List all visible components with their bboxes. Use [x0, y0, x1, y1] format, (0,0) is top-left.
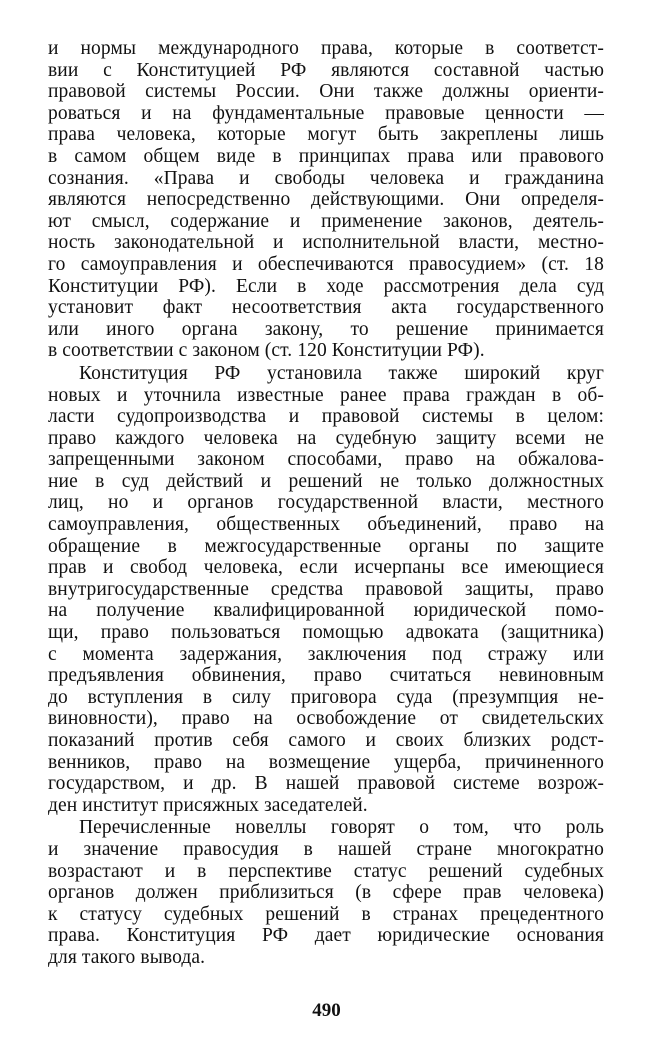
text-line: права. Конституция РФ дает юридические основания: [48, 925, 604, 947]
text-line: государством, и др. В нашей правовой системе возрож-: [48, 773, 604, 795]
text-line: щи, право пользоваться помощью адвоката (защитника): [48, 622, 604, 644]
text-line: в самом общем виде в принципах права или правового: [48, 145, 604, 167]
text-line: самоуправления, общественных объединений, право на: [48, 514, 604, 536]
text-line: запрещенными законом способами, право на обжалова-: [48, 449, 604, 471]
text-line: виновности), право на освобождение от свидетельских: [48, 708, 604, 730]
text-line: го самоуправления и обеспечиваются правосудием» (ст. 18: [48, 253, 604, 275]
text-line: вии с Конституцией РФ являются составной частью: [48, 59, 604, 81]
text-line: на получение квалифицированной юридической помо-: [48, 600, 604, 622]
text-line: роваться и на фундаментальные правовые ценности —: [48, 102, 604, 124]
text-line: органов должен приблизиться (в сфере прав человека): [48, 882, 604, 904]
text-line: право каждого человека на судебную защиту всеми не: [48, 427, 604, 449]
text-line: ние в суд действий и решений не только должностных: [48, 470, 604, 492]
text-line: Конституция РФ установила также широкий круг: [79, 362, 604, 384]
text-line: и нормы международного права, которые в соответст-: [48, 38, 604, 59]
paragraph-1: [48, 38, 604, 362]
paragraph-2: [48, 363, 604, 816]
text-line: до вступления в силу приговора суда (презумпция не-: [48, 686, 604, 708]
text-line: Перечисленные новеллы говорят о том, что роль: [79, 817, 604, 839]
page-number: 490: [312, 1000, 341, 1021]
text-line: сознания. «Права и свободы человека и гражданина: [48, 167, 604, 189]
text-line: установит факт несоответствия акта государственного: [48, 297, 604, 319]
text-line: лиц, но и органов государственной власти, местного: [48, 492, 604, 514]
text-line: внутригосударственные средства правовой защиты, право: [48, 578, 604, 600]
text-line: новых и уточнила известные ранее права граждан в об-: [48, 384, 604, 406]
text-line: прав и свобод человека, если исчерпаны все имеющиеся: [48, 557, 604, 579]
text-line: возрастают и в перспективе статус решений судебных: [48, 860, 604, 882]
text-line: ют смысл, содержание и применение законов, деятель-: [48, 210, 604, 232]
text-line: к статусу судебных решений в странах прецедентного: [48, 903, 604, 925]
text-line: в соответствии с законом (ст. 120 Конституции РФ).: [48, 340, 485, 362]
text-line: для такого вывода.: [48, 946, 206, 968]
text-line: предъявления обвинения, право считаться невиновным: [48, 665, 604, 687]
text-line: Конституции РФ). Если в ходе рассмотрения дела суд: [48, 275, 604, 297]
text-line: ден институт присяжных заседателей.: [48, 794, 368, 816]
text-line: и значение правосудия в нашей стране многократно: [48, 838, 604, 860]
text-line: ласти судопроизводства и правовой системы в целом:: [48, 406, 604, 428]
text-line: венников, право на возмещение ущерба, причиненного: [48, 751, 604, 773]
paragraph-3: [48, 817, 604, 968]
text-line: обращение в межгосударственные органы по защите: [48, 535, 604, 557]
text-line: показаний против себя самого и своих близких родст-: [48, 730, 604, 751]
text-line: или иного органа закону, то решение принимается: [48, 318, 604, 340]
page-body: [48, 38, 604, 969]
text-line: с момента задержания, заключения под стражу или: [48, 643, 604, 665]
text-line: правовой системы России. Они также должны ориенти-: [48, 81, 604, 103]
text-line: права человека, которые могут быть закреплены лишь: [48, 124, 604, 146]
text-line: являются непосредственно действующими. Они определя-: [48, 189, 604, 211]
text-line: ность законодательной и исполнительной власти, местно-: [48, 232, 604, 254]
